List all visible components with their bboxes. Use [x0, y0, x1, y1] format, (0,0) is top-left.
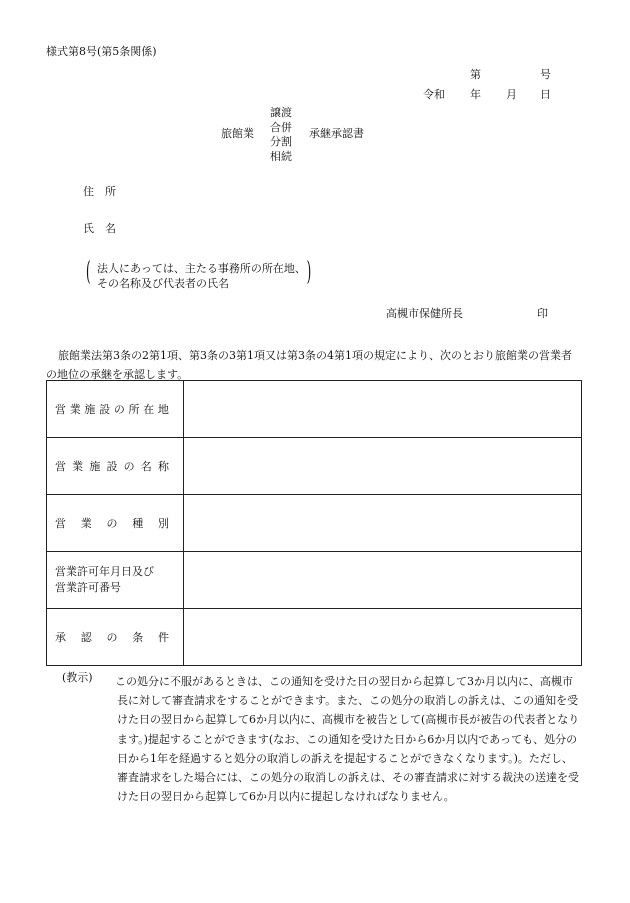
label-char: 別	[158, 516, 169, 530]
permit-info-label	[47, 552, 184, 609]
approval-conditions-label	[47, 609, 184, 666]
label-char: 種	[132, 516, 144, 530]
business-type-label	[47, 495, 184, 552]
bracket-left-icon: (	[86, 257, 91, 287]
approval-statement: 旅館業法第3条の2第1項、第3条の3第1項又は第3条の4第1項の規定により、次のとおり旅館業の営業者の地位の承継を承認します。	[46, 349, 572, 381]
label-char: の	[106, 516, 118, 530]
label-char: 地	[157, 402, 169, 416]
label-char: 認	[80, 630, 92, 644]
label-char: 営	[55, 516, 66, 530]
title-option: 譲渡	[270, 106, 292, 119]
corporation-note	[86, 259, 311, 289]
date-year: 年	[470, 88, 481, 101]
permit-info-label-line2: 営業許可番号	[55, 581, 121, 594]
label-char: 業	[69, 402, 81, 416]
spread-label	[55, 632, 169, 643]
permit-info-label-line1: 営業許可年月日及び	[55, 565, 154, 578]
title-option: 相続	[270, 149, 292, 163]
notice-label: (教示)	[62, 671, 93, 684]
label-char: 称	[157, 459, 169, 473]
address-label: 住 所	[83, 185, 116, 198]
date-era: 令和	[423, 88, 445, 101]
approval-table	[46, 380, 582, 666]
label-char: 在	[143, 402, 155, 416]
date-day: 日	[540, 88, 551, 101]
label-char: 設	[99, 402, 111, 416]
title-option: 分割	[270, 135, 292, 148]
label-char: の	[113, 402, 125, 416]
spread-label	[55, 404, 169, 415]
label-char: 営	[55, 402, 66, 416]
table-row	[47, 438, 582, 495]
permit-info-value	[184, 552, 582, 609]
facility-address-value	[184, 381, 582, 438]
approval-conditions-value	[184, 609, 582, 666]
table-row	[47, 381, 582, 438]
label-char: 名	[140, 459, 152, 473]
label-char: 条	[132, 630, 144, 644]
spread-label	[55, 518, 169, 529]
label-char: 設	[106, 459, 118, 473]
label-char: 施	[89, 459, 101, 473]
label-char: 業	[72, 459, 84, 473]
label-char: 施	[84, 402, 96, 416]
table-row	[47, 495, 582, 552]
label-char: 営	[55, 459, 66, 473]
doc-number-prefix: 第	[470, 68, 481, 81]
document-title	[221, 106, 381, 166]
facility-address-label	[47, 381, 184, 438]
form-number: 様式第8号(第5条関係)	[46, 45, 157, 58]
facility-name-label	[47, 438, 184, 495]
label-char: の	[106, 630, 118, 644]
label-char: 件	[158, 630, 169, 644]
label-char: 所	[128, 402, 140, 416]
issuer-name: 高槻市保健所長	[386, 307, 463, 320]
title-options	[270, 106, 292, 164]
bracket-right-icon: )	[306, 257, 311, 287]
title-option: 合併	[270, 120, 292, 134]
facility-name-value	[184, 438, 582, 495]
label-char: 業	[80, 516, 92, 530]
title-suffix: 承継承認書	[309, 127, 364, 140]
label-char: 承	[55, 630, 66, 644]
spread-label	[55, 461, 169, 472]
name-label: 氏 名	[83, 222, 116, 235]
business-type-value	[184, 495, 582, 552]
date-month: 月	[506, 88, 517, 101]
corporation-note-text: 法人にあっては、主たる事務所の所在地、その名称及び代表者の氏名	[97, 262, 306, 290]
seal-mark: 印	[537, 307, 548, 320]
doc-number-suffix: 号	[540, 68, 551, 81]
notice-text: この処分に不服があるときは、この通知を受けた日の翌日から起算して3か月以内に、高槻市長に対して審査請求をすることができます。また、この処分の取消しの訴えは、この通知を受けた日の翌日から起算して6か月以内に、高槻市を被告として(高槻市長が被告の代表者となります。)提起することができます(なお、この通知を受けた日から6か月以内であっても、処分の日から1年を経過すると処分の取消しの訴えを提起することができなくなります。)。ただし、審査請求をした場合には、この処分の取消しの訴えは、その審査請求に対する裁決の送達を受けた日の翌日から起算して6か月以内に提起しなければなりません。	[115, 675, 580, 804]
title-prefix: 旅館業	[221, 127, 254, 140]
table-row	[47, 609, 582, 666]
label-char: の	[123, 459, 135, 473]
table-row	[47, 552, 582, 609]
